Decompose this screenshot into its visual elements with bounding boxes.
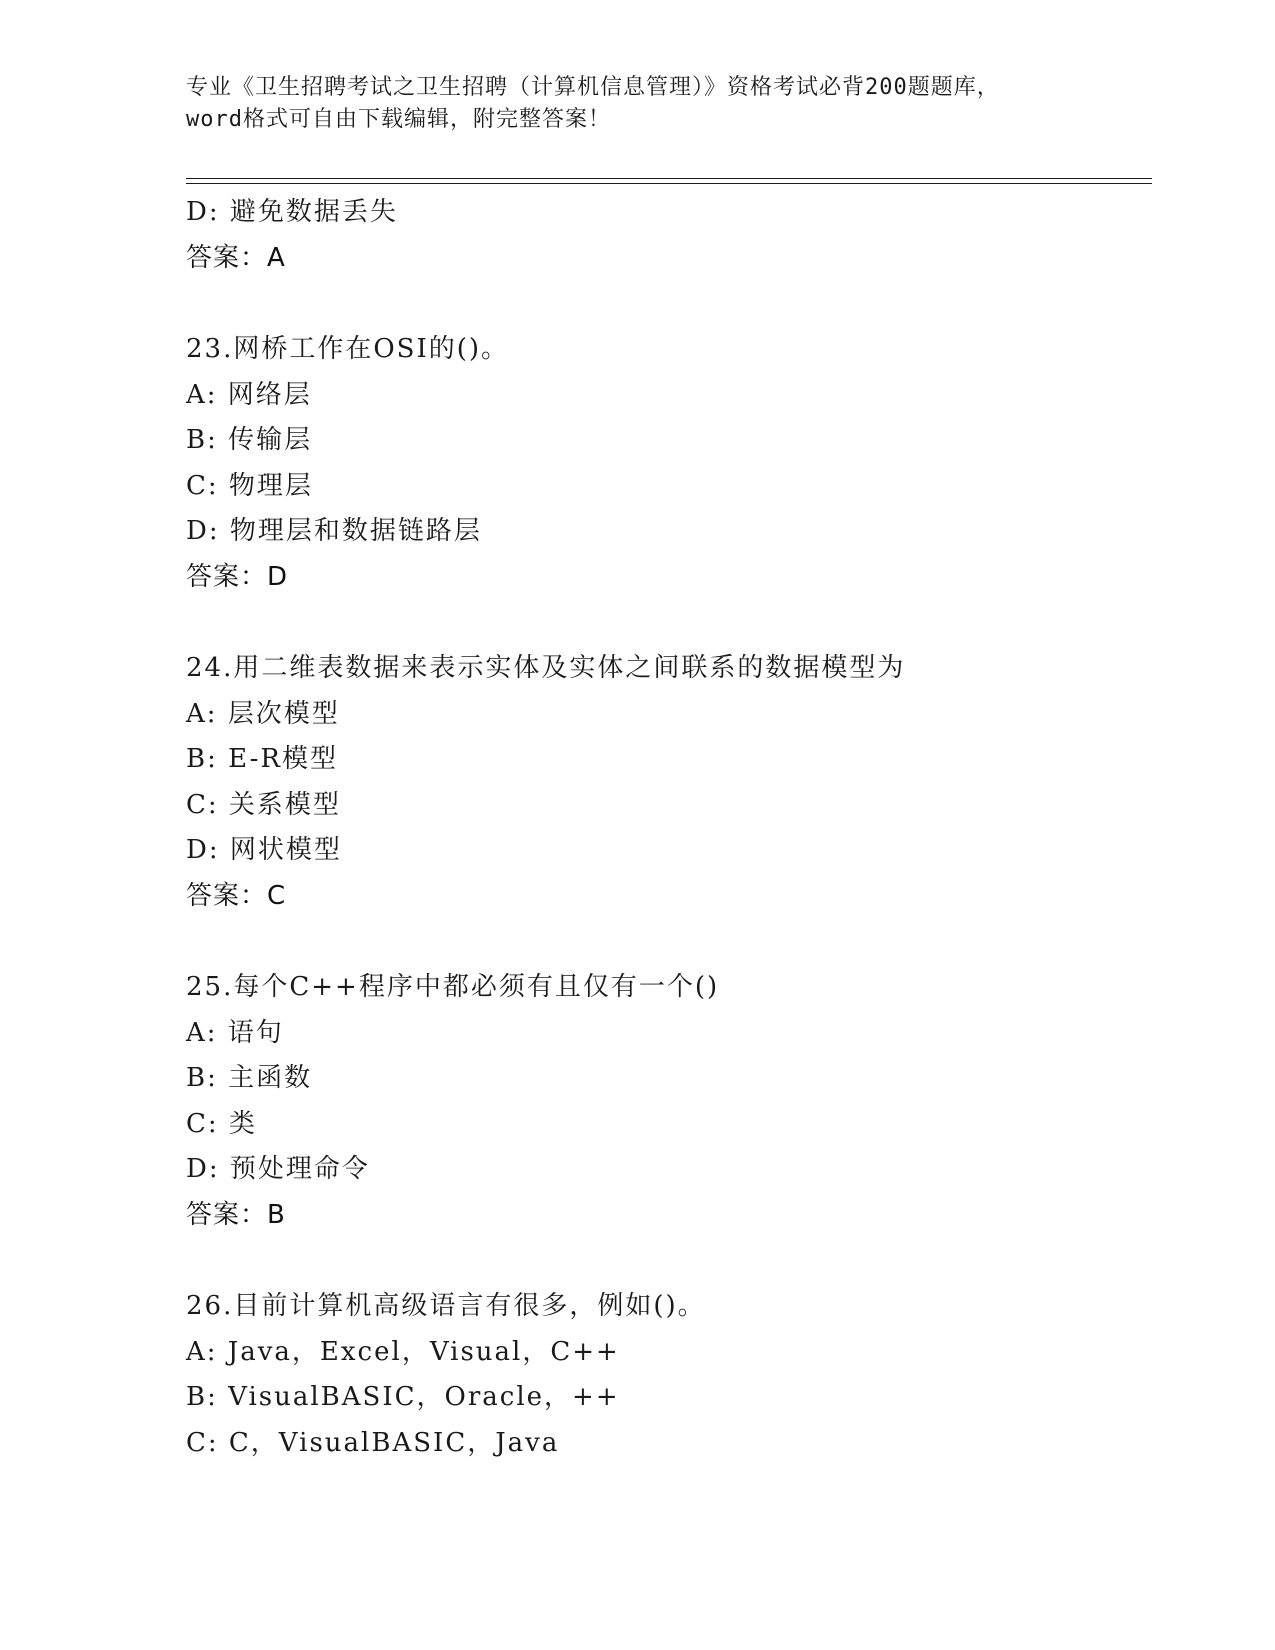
question-stem: 23.网桥工作在OSI的()。 bbox=[186, 334, 510, 364]
option-c: C: C，VisualBASIC，Java bbox=[186, 1427, 560, 1458]
spacer bbox=[186, 919, 1152, 965]
option-c: C: 物理层 bbox=[186, 470, 313, 501]
answer-line: 答案：A bbox=[186, 242, 286, 273]
question-23 bbox=[186, 327, 1152, 600]
option-d: D: 物理层和数据链路层 bbox=[186, 516, 482, 546]
spacer bbox=[186, 1238, 1152, 1284]
option-a: A: Java，Excel，Visual，C++ bbox=[186, 1336, 620, 1367]
answer-line: 答案：C bbox=[186, 880, 287, 911]
option-a: A: 语句 bbox=[186, 1017, 284, 1048]
spacer bbox=[186, 600, 1152, 646]
option-b: B: VisualBASIC，Oracle，++ bbox=[186, 1382, 620, 1412]
header-line-1: 专业《卫生招聘考试之卫生招聘（计算机信息管理）》资格考试必背200题题库， bbox=[186, 75, 1000, 100]
document-header bbox=[186, 72, 1086, 136]
option-b: B: 主函数 bbox=[186, 1063, 313, 1093]
option-d: D: 网状模型 bbox=[186, 835, 342, 865]
question-list bbox=[186, 190, 1152, 1466]
header-divider-bottom bbox=[186, 183, 1152, 184]
option-b: B: 传输层 bbox=[186, 425, 313, 455]
option-d: D: 预处理命令 bbox=[186, 1154, 370, 1184]
answer-line: 答案：D bbox=[186, 561, 289, 592]
option-a: A: 层次模型 bbox=[186, 698, 340, 729]
question-stem: 24.用二维表数据来表示实体及实体之间联系的数据模型为 bbox=[186, 653, 906, 683]
option-a: A: 网络层 bbox=[186, 379, 312, 410]
spacer bbox=[186, 281, 1152, 327]
option-d: D: 避免数据丢失 bbox=[186, 197, 398, 227]
header-divider-top bbox=[186, 178, 1152, 179]
option-b: B: E-R模型 bbox=[186, 744, 338, 774]
question-25 bbox=[186, 965, 1152, 1238]
question-stem: 26.目前计算机高级语言有很多，例如()。 bbox=[186, 1291, 706, 1321]
question-26 bbox=[186, 1284, 1152, 1466]
option-c: C: 类 bbox=[186, 1108, 257, 1139]
question-24 bbox=[186, 646, 1152, 919]
option-c: C: 关系模型 bbox=[186, 789, 341, 820]
header-line-2: word格式可自由下载编辑，附完整答案！ bbox=[186, 107, 611, 132]
question-stem: 25.每个C++程序中都必须有且仅有一个() bbox=[186, 972, 720, 1002]
answer-line: 答案：B bbox=[186, 1199, 286, 1230]
